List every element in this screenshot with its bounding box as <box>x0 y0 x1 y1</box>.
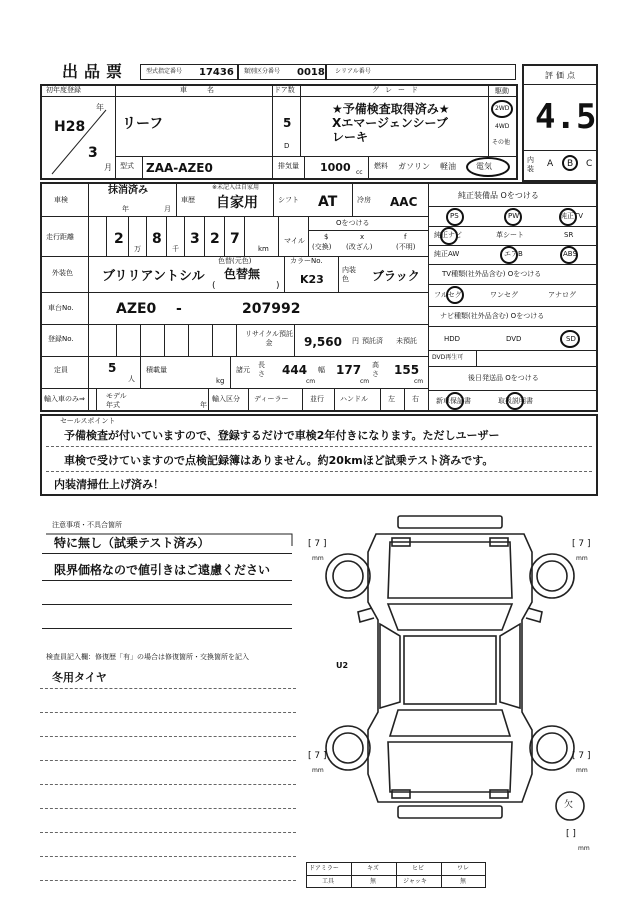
import-dealer: ディーラー <box>254 395 289 403</box>
shift-label: シフト <box>278 196 299 204</box>
interior-b: B <box>567 159 574 169</box>
first-reg-era: H28 <box>54 119 86 135</box>
fuel-label: 燃料 <box>374 162 388 170</box>
equip-sr: SR <box>564 231 574 239</box>
rating-label: 評価点 <box>545 71 578 80</box>
later-manual: 取扱説明書 <box>498 397 533 405</box>
circle-navi <box>440 227 458 245</box>
equip-airbag: エアB <box>504 250 523 258</box>
notes-line2: 限界価格なので値引きはご遠慮ください <box>54 563 271 577</box>
hei-label: 高さ <box>372 361 379 378</box>
drive-label: 駆動 <box>495 87 509 95</box>
equip-abs: ABS <box>563 250 577 258</box>
color-value: ブリリアントシル <box>102 269 205 284</box>
fuel-gasoline: ガソリン <box>398 162 430 171</box>
model-year-label: モデル年式 <box>106 392 127 409</box>
inspector-line1: 冬用タイヤ <box>52 671 107 684</box>
circle-2wd <box>491 100 513 118</box>
doors: 5 <box>283 116 292 130</box>
len-value: 444 <box>282 363 308 377</box>
mileage-digit-1: 2 <box>114 231 124 247</box>
tv-analog: アナログ <box>548 291 576 299</box>
mileage-digit-3: 3 <box>190 231 200 247</box>
car-type: ZAA-AZE0 <box>146 161 213 175</box>
equip-navi: 純正ナビ <box>434 231 462 239</box>
opt-tamper: (改ざん) <box>346 243 373 251</box>
opt-exchange: (交換) <box>312 243 332 251</box>
acc-h-scratch: キズ <box>367 865 379 872</box>
car-diagram <box>300 512 600 858</box>
later-warranty: 新車保証書 <box>436 397 471 405</box>
interior-label: 内装 <box>527 156 534 173</box>
tire-rr-mm: mm <box>576 767 588 774</box>
tv-oneseg: ワンセグ <box>490 291 518 299</box>
rating-value: 4.5 <box>535 97 597 137</box>
circle-warranty <box>446 392 464 410</box>
drive-2wd: 2WD <box>495 105 510 112</box>
mileage-circle-note: Oをつける <box>336 219 370 227</box>
mileage-km-unit: km <box>258 245 269 253</box>
opt-unknown-sym: f <box>404 233 407 241</box>
mileage-label: 走行距離 <box>46 233 74 241</box>
serial-box <box>326 64 516 80</box>
displacement: 1000 <box>320 161 351 174</box>
tire-rl-mm: mm <box>312 767 324 774</box>
first-reg-label: 初年度登録 <box>46 86 81 94</box>
acc-jack-value: 無 <box>460 878 467 885</box>
tire-rl: [ 7 ] <box>308 751 327 761</box>
ac-label: 冷房 <box>357 196 371 204</box>
acc-tools-value: 無 <box>370 878 377 885</box>
fuel-electric: 電気 <box>476 162 492 171</box>
history-label: 車歴 <box>181 196 195 204</box>
mile-label: マイル <box>284 237 305 245</box>
dims-label: 諸元 <box>236 366 250 374</box>
wid-unit: cm <box>360 378 370 385</box>
acc-tools: 工具 <box>322 878 335 885</box>
mileage-digit-4: 2 <box>210 231 220 247</box>
sales-point-line3: 内装清掃仕上げ済み！ <box>54 478 164 491</box>
later-header: 後日発送品 Oをつける <box>468 374 539 382</box>
form-title: 出品票 <box>62 62 129 81</box>
circle-ps <box>446 208 464 226</box>
chassis-number: 207992 <box>242 301 301 317</box>
equipment-header: 純正装備品 Oをつける <box>458 191 539 200</box>
grade-line1: ★予備検査取得済み★ <box>332 102 450 116</box>
doors-label: ドア数 <box>274 86 295 94</box>
interior-c: C <box>586 159 593 169</box>
interior-color: ブラック <box>372 269 420 283</box>
displacement-unit: cc <box>356 169 363 176</box>
mileage-sen-unit: 千 <box>172 245 179 253</box>
nav-sd: SD <box>566 335 576 343</box>
handle-left: 左 <box>388 395 395 403</box>
load-label: 積載量 <box>146 366 167 374</box>
spare-mark: 欠 <box>564 800 574 810</box>
capacity-value: 5 <box>108 361 117 375</box>
tire-fl-mm: mm <box>312 555 324 562</box>
import-label: 輸入車のみ⇒ <box>44 395 85 403</box>
model-year-unit: 年 <box>200 401 207 409</box>
doors-sub: D <box>284 142 290 150</box>
handle-right: 右 <box>412 395 419 403</box>
mileage-man-unit: 万 <box>134 245 141 253</box>
circle-abs <box>560 246 578 264</box>
interior-color-label: 内装色 <box>342 266 356 283</box>
displacement-label: 排気量 <box>278 162 299 170</box>
nav-hdd: HDD <box>444 335 461 343</box>
chassis-label: 車台No. <box>48 304 74 312</box>
history-note: ※未記入は自家用 <box>212 184 260 191</box>
tire-rr: [ 7 ] <box>572 751 591 761</box>
registration-label: 登録No. <box>48 335 74 343</box>
class-no-label: 類別区分番号 <box>244 68 281 75</box>
tire-spare: [ ] <box>566 829 576 839</box>
mileage-digit-2: 8 <box>152 231 162 247</box>
acc-h-mirror: ドアミラー <box>309 865 339 872</box>
nav-header: ナビ種類(社外品含む) Oをつける <box>440 312 545 320</box>
hei-value: 155 <box>394 363 420 377</box>
recycle-unit: 円 <box>352 337 359 345</box>
inspection-month: 月 <box>164 205 171 213</box>
repaint-value: 色替無 <box>224 267 261 281</box>
model-no-box <box>140 64 238 80</box>
circle-pw <box>504 208 522 226</box>
len-unit: cm <box>306 378 316 385</box>
car-name-label: 車名 <box>180 86 234 94</box>
sales-point-label: セールスポイント <box>60 417 116 425</box>
color-no-label: カラーNo. <box>290 257 323 265</box>
mileage-digit-5: 7 <box>230 231 240 247</box>
equip-leather: 革シート <box>496 231 524 239</box>
opt-tamper-sym: x <box>360 233 365 241</box>
model-no: 17436 <box>199 67 234 78</box>
notes-label: 注意事項・不具合箇所 <box>52 521 122 529</box>
recycle-label: リサイクル預託金 <box>244 330 294 347</box>
class-no: 0018 <box>297 67 325 78</box>
equip-aw: 純正AW <box>434 250 460 258</box>
diagonal-slash <box>46 100 112 178</box>
mark-u2: U2 <box>336 661 349 670</box>
deposited: 預託済 <box>362 337 383 345</box>
wid-value: 177 <box>336 363 362 377</box>
tire-spare-mm: mm <box>578 845 590 852</box>
tv-fullseg: フルセグ <box>434 291 462 299</box>
equip-ps: PS <box>450 212 459 220</box>
load-unit: kg <box>216 377 225 385</box>
first-reg-month: 3 <box>88 145 98 161</box>
capacity-label: 定員 <box>54 366 68 374</box>
equip-pw: PW <box>508 212 520 220</box>
color-label: 外装色 <box>52 269 73 277</box>
month-unit: 月 <box>104 163 112 172</box>
fuel-diesel: 軽油 <box>440 162 456 171</box>
tire-fr: [ 7 ] <box>572 539 591 549</box>
chassis-prefix: AZE0 <box>116 301 157 317</box>
sales-point-line1: 予備検査が付いていますので、登録するだけで車検2年付きになります。ただしユーザー <box>64 429 500 442</box>
grade-line3: レーキ <box>332 130 369 144</box>
wid-label: 幅 <box>318 366 325 374</box>
not-deposited: 未預託 <box>396 337 417 345</box>
equip-tv: 純正TV <box>560 212 584 220</box>
dvd-label: DVD再生可 <box>432 354 464 361</box>
tire-fr-mm: mm <box>576 555 588 562</box>
opt-unknown: (不明) <box>396 243 416 251</box>
repaint-label: 色替(元色) <box>218 257 252 265</box>
history-value: 自家用 <box>216 195 258 211</box>
inspection-label: 車検 <box>54 196 68 204</box>
inspector-label: 検査員記入欄：修復歴「有」の場合は修復箇所・交換箇所を記入 <box>46 653 249 661</box>
recycle-value: 9,560 <box>304 335 342 349</box>
ac-value: AAC <box>390 195 418 209</box>
shift-value: AT <box>318 194 338 210</box>
notes-line1: 特に無し（試乗テスト済み） <box>54 536 210 550</box>
interior-a: A <box>547 159 554 169</box>
capacity-unit: 人 <box>128 375 135 383</box>
serial-label: シリアル番号 <box>335 68 371 75</box>
circle-fullseg <box>446 286 464 304</box>
class-no-box <box>238 64 326 80</box>
circle-interior-b <box>562 155 578 171</box>
paren-close: ) <box>276 281 280 291</box>
nav-dvd: DVD <box>506 335 522 343</box>
import-parallel: 並行 <box>310 395 324 403</box>
drive-4wd: 4WD <box>495 123 510 130</box>
grade-label: グレード <box>372 86 424 94</box>
tire-fl: [ 7 ] <box>308 539 327 549</box>
color-no: K23 <box>300 273 324 286</box>
circle-sd <box>560 330 580 348</box>
tv-header: TV種類(社外品含む) Oをつける <box>442 270 542 278</box>
hei-unit: cm <box>414 378 424 385</box>
handle-label: ハンドル <box>340 395 368 403</box>
model-no-label: 型式指定番号 <box>146 68 183 75</box>
acc-h-crack: ヒビ <box>412 865 425 872</box>
acc-h-break: ワレ <box>457 865 470 872</box>
type-label: 型式 <box>120 162 134 170</box>
acc-jack: ジャッキ <box>403 878 427 885</box>
inspection-value: 抹消済み <box>108 185 148 196</box>
inspection-year: 年 <box>122 205 129 213</box>
chassis-dash: - <box>176 301 182 317</box>
sales-point-line2: 車検で受けていますので点検記録簿はありません。約20kmほど試乗テスト済みです。 <box>64 454 494 467</box>
grade-line2: Xエマージェンシーブ <box>332 116 448 130</box>
circle-tv <box>559 208 577 226</box>
opt-exchange-sym: $ <box>324 233 329 241</box>
circle-airbag <box>500 246 518 264</box>
paren-open: ( <box>212 281 216 291</box>
circle-manual <box>506 392 524 410</box>
car-name: リーフ <box>122 116 164 132</box>
import-class-label: 輸入区分 <box>212 395 240 403</box>
year-unit: 年 <box>96 103 104 112</box>
drive-other: その他 <box>492 139 511 146</box>
circle-electric <box>466 157 510 177</box>
len-label: 長さ <box>258 361 265 378</box>
